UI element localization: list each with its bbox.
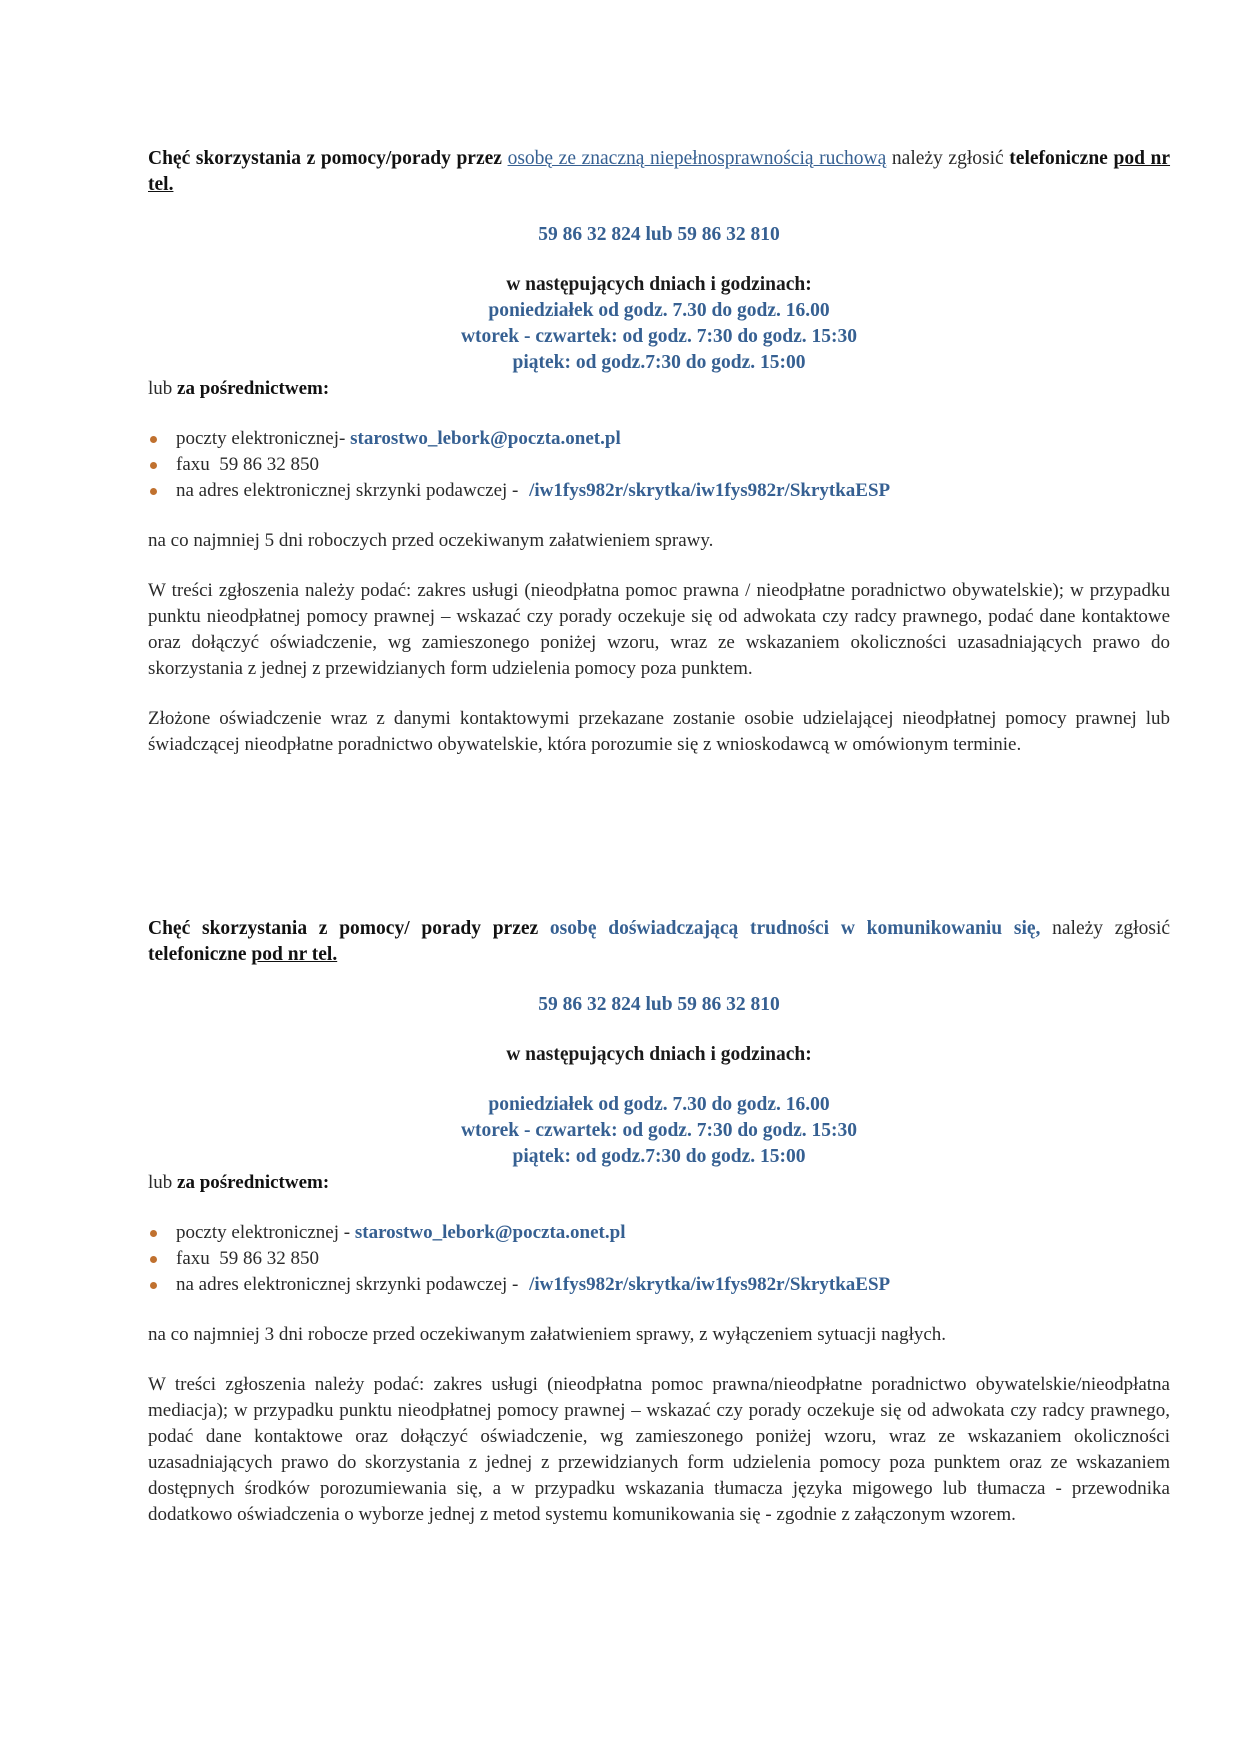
hours-heading: w następujących dniach i godzinach: (506, 1044, 812, 1065)
contact-item-epuap (148, 478, 1170, 504)
bullet-icon (150, 462, 157, 469)
contact-item-email (148, 1220, 1170, 1246)
email-link[interactable]: starostwo_lebork@poczta.onet.pl (354, 1222, 626, 1243)
contact-item-epuap (148, 1272, 1170, 1298)
contact-item-email (148, 426, 1170, 452)
intro-lead: Chęć skorzystania z pomocy/porady przez (148, 148, 502, 169)
contact-label: faxu 59 86 32 850 (176, 454, 320, 475)
section-mobility (148, 146, 1170, 758)
bullet-icon (150, 436, 157, 443)
closing-paragraph: Złożone oświadczenie wraz z danymi kontaktowymi przekazane zostanie osobie udzielającej nieodpłatnej pomocy prawnej lub świadczącej nieodpłatne poradnictwo obywatelskie, która porozumie się z wnioskodawcą w omówionym terminie. (148, 708, 1170, 755)
contact-label: poczty elektronicznej - (176, 1222, 351, 1243)
email-link[interactable]: starostwo_lebork@poczta.onet.pl (350, 428, 621, 449)
bullet-icon (150, 1256, 157, 1263)
intro-paragraph (148, 916, 1170, 968)
or-bold: za pośrednictwem: (177, 1172, 330, 1193)
contact-list (148, 1220, 1170, 1298)
or-line (148, 1170, 1170, 1196)
phone-label: pod nr tel. (251, 944, 338, 965)
contact-label: na adres elektronicznej skrzynki podawczej - (176, 1274, 519, 1295)
phone-label: pod nr tel. (148, 148, 1171, 195)
phone-numbers: 59 86 32 824 lub 59 86 32 810 (538, 994, 780, 1015)
deadline-text: na co najmniej 5 dni roboczych przed oczekiwanym załatwieniem sprawy. (148, 530, 714, 551)
intro-lead: Chęć skorzystania z pomocy/ porady przez (148, 918, 539, 939)
contact-label: poczty elektronicznej- (176, 428, 346, 449)
intro-bold: telefoniczne (1009, 148, 1108, 169)
or-line (148, 376, 1170, 402)
epuap-link[interactable]: /iw1fys982r/skrytka/iw1fys982r/SkrytkaESP (529, 1274, 891, 1295)
content-paragraph: W treści zgłoszenia należy podać: zakres usługi (nieodpłatna pomoc prawna / nieodpłatne poradnictwo obywatelskie); w przypadku punktu nieodpłatnej pomocy prawnej – wskazać czy porady oczekuje się od adwokata czy radcy prawnego, podać dane kontaktowe oraz dołączyć oświadczenie, wg zamieszonego poniżej wzoru, wraz ze wskazaniem okoliczności uzasadniających prawo do skorzystania z jednej z przewidzianych form udzielenia pomocy poza punktem. (148, 580, 1170, 679)
intro-paragraph (148, 146, 1170, 198)
intro-bold: telefoniczne (148, 944, 247, 965)
hours-line: wtorek - czwartek: od godz. 7:30 do godz. 15:30 (460, 326, 858, 347)
phone-numbers: 59 86 32 824 lub 59 86 32 810 (538, 224, 780, 245)
contact-item-fax (148, 1246, 1170, 1272)
hours-line: piątek: od godz.7:30 do godz. 15:00 (512, 352, 806, 373)
section-communication (148, 916, 1170, 1528)
hours-line: piątek: od godz.7:30 do godz. 15:00 (512, 1146, 806, 1167)
target-group-link[interactable]: osobę ze znaczną niepełnosprawnością ruchową (507, 148, 887, 169)
hours-line: poniedziałek od godz. 7.30 do godz. 16.00 (488, 300, 830, 321)
hours-line: wtorek - czwartek: od godz. 7:30 do godz. 15:30 (460, 1120, 858, 1141)
or-bold: za pośrednictwem: (177, 378, 330, 399)
or-prefix: lub (148, 1172, 173, 1193)
intro-tail: należy zgłosić (1052, 918, 1171, 939)
document-page (148, 146, 1171, 1525)
contact-label: na adres elektronicznej skrzynki podawczej - (176, 480, 519, 501)
intro-tail: należy zgłosić (891, 148, 1004, 169)
hours-heading: w następujących dniach i godzinach: (506, 274, 812, 295)
bullet-icon (150, 488, 157, 495)
bullet-icon (150, 1230, 157, 1237)
deadline-text: na co najmniej 3 dni robocze przed oczekiwanym załatwieniem sprawy, z wyłączeniem sytuacji nagłych. (148, 1324, 947, 1345)
epuap-link[interactable]: /iw1fys982r/skrytka/iw1fys982r/SkrytkaESP (529, 480, 891, 501)
contact-item-fax (148, 452, 1170, 478)
bullet-icon (150, 1282, 157, 1289)
contact-list (148, 426, 1170, 504)
contact-label: faxu 59 86 32 850 (176, 1248, 320, 1269)
hours-line: poniedziałek od godz. 7.30 do godz. 16.00 (488, 1094, 830, 1115)
target-group-text: osobę doświadczającą trudności w komunikowaniu się, (549, 918, 1041, 939)
or-prefix: lub (148, 378, 173, 399)
content-paragraph: W treści zgłoszenia należy podać: zakres usługi (nieodpłatna pomoc prawna/nieodpłatne poradnictwo obywatelskie/nieodpłatna mediacja); w przypadku punktu nieodpłatnej pomocy prawnej – wskazać czy porady oczekuje się od adwokata czy radcy prawnego, podać dane kontaktowe oraz dołączyć oświadczenie, wg zamieszonego poniżej wzoru, wraz ze wskazaniem okoliczności uzasadniających prawo do skorzystania z jednej z przewidzianych form udzielenia pomocy poza punktem oraz ze wskazaniem dostępnych środków porozumiewania się, a w przypadku wskazania tłumacza języka migowego lub tłumacza - przewodnika dodatkowo oświadczenia o wyborze jednej z metod systemu komunikowania się - zgodnie z załączonym wzorem. (148, 1374, 1170, 1525)
